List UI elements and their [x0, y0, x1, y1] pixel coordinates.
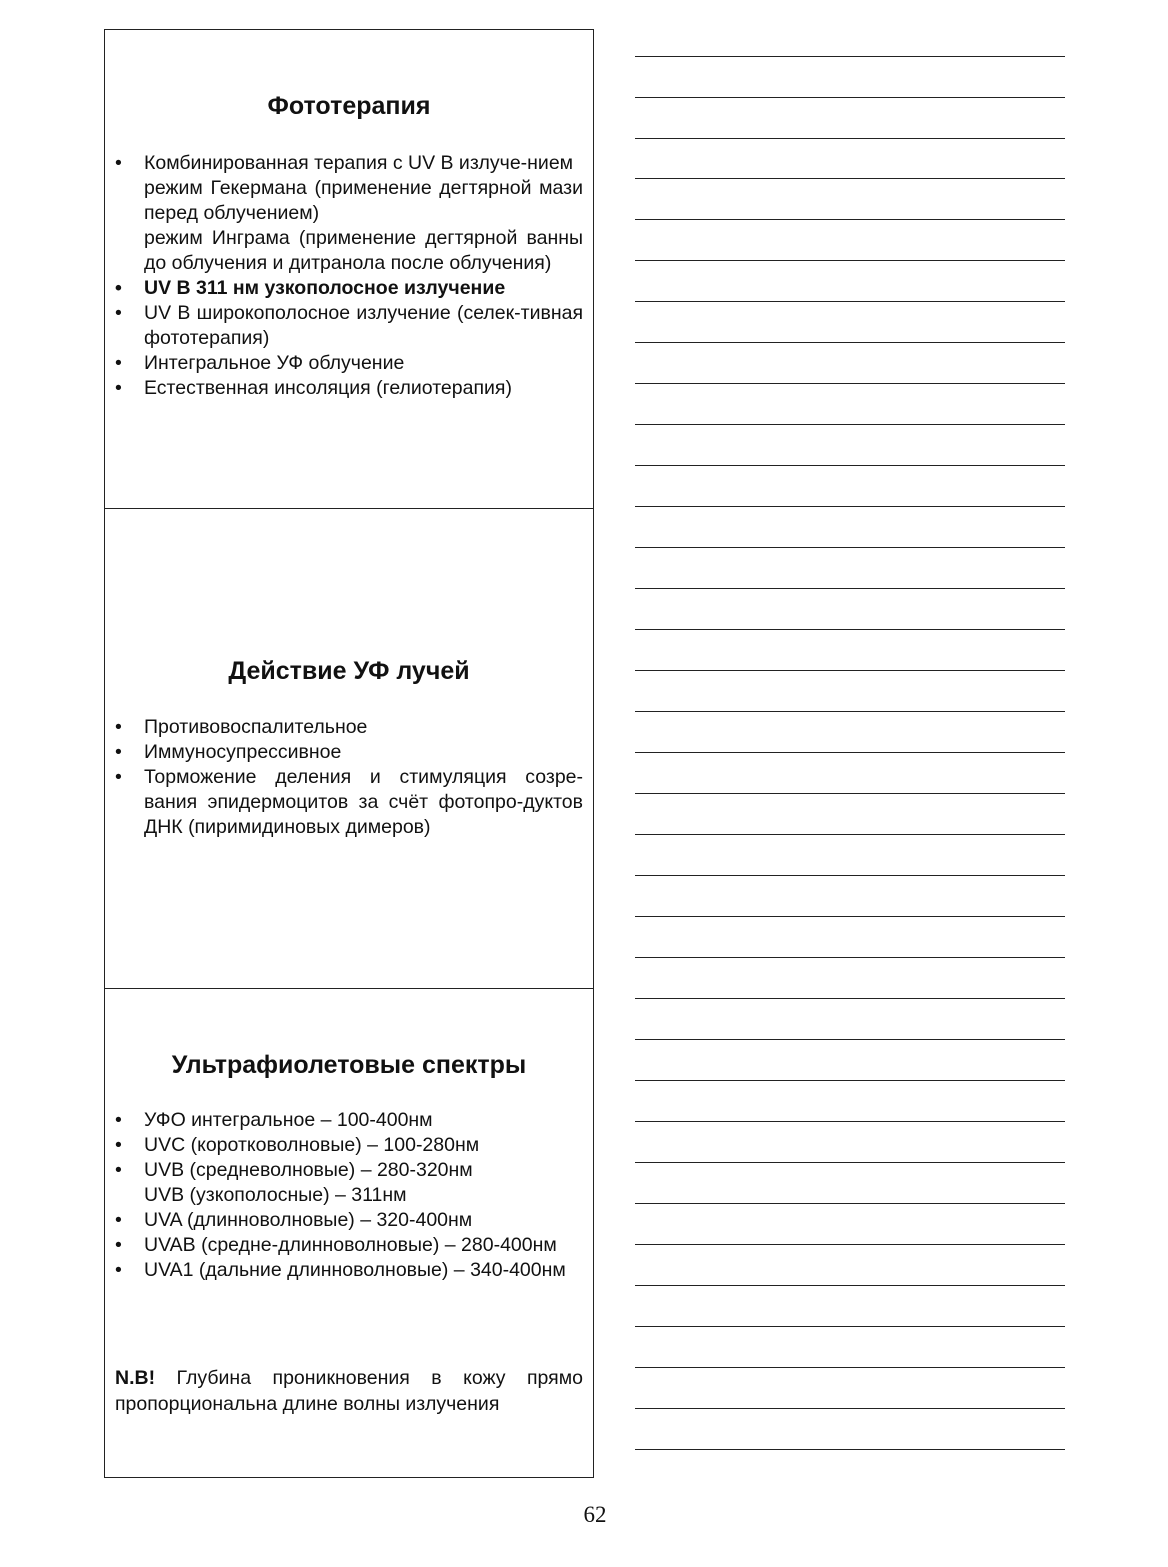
list-item-text: режим Инграма (применение дегтярной ванны до облучения и дитранола после облучения): [144, 227, 583, 274]
note-line: [635, 1408, 1065, 1409]
note-line: [635, 1080, 1065, 1081]
bullet-list: [115, 1108, 583, 1283]
bullet-icon: •: [115, 302, 122, 324]
list-item: [115, 765, 583, 840]
list-item: [115, 1208, 583, 1233]
bullet-icon: •: [115, 1234, 122, 1256]
bullet-list: [115, 715, 583, 840]
list-item: [115, 1108, 583, 1133]
note-line: [635, 424, 1065, 425]
list-item: [115, 301, 583, 351]
slide-heading: Фототерапия: [267, 92, 431, 120]
list-item: [115, 1158, 583, 1208]
list-item-text: UVAB (средне-длинноволновые) – 280-400нм: [144, 1234, 557, 1256]
bullet-icon: •: [115, 1109, 122, 1131]
nb-label: N.B!: [115, 1367, 156, 1389]
list-item-text: UV B 311 нм узкополосное излучение: [144, 277, 506, 299]
list-item: [115, 376, 583, 401]
nb-note: [115, 1365, 583, 1417]
note-line: [635, 383, 1065, 384]
note-line: [635, 1244, 1065, 1245]
note-line: [635, 301, 1065, 302]
note-line: [635, 178, 1065, 179]
bullet-icon: •: [115, 1259, 122, 1281]
note-line: [635, 752, 1065, 753]
bullet-icon: •: [115, 766, 122, 788]
note-line: [635, 588, 1065, 589]
note-line: [635, 1326, 1065, 1327]
list-item-text: УФО интегральное – 100-400нм: [144, 1109, 433, 1131]
list-item: [115, 715, 583, 740]
note-line: [635, 916, 1065, 917]
list-item-text: UVB (средневолновые) – 280-320нм: [144, 1159, 473, 1181]
list-item-text: UVC (коротковолновые) – 100-280нм: [144, 1134, 480, 1156]
note-line: [635, 1285, 1065, 1286]
slide-uv-spectra: [104, 988, 594, 1478]
bullet-icon: •: [115, 152, 122, 174]
bullet-icon: •: [115, 352, 122, 374]
list-item-text: UV B широкополосное излучение (селек-тивная фототерапия): [144, 302, 583, 349]
slide-heading: Действие УФ лучей: [228, 657, 470, 685]
list-item-text: UVA1 (дальние длинноволновые) – 340-400нм: [144, 1259, 566, 1281]
list-item-text: UVA (длинноволновые) – 320-400нм: [144, 1209, 473, 1231]
note-line: [635, 1367, 1065, 1368]
note-line: [635, 1162, 1065, 1163]
note-line: [635, 1039, 1065, 1040]
list-item-text: Торможение деления и стимуляция созре-вания эпидермоцитов за счёт фотопро-дуктов ДНК (пиримидиновых димеров): [144, 766, 583, 838]
note-line: [635, 957, 1065, 958]
list-item: [115, 1258, 583, 1283]
note-line: [635, 998, 1065, 999]
slide-uv-effects: [104, 508, 594, 988]
note-line: [635, 875, 1065, 876]
note-line: [635, 1121, 1065, 1122]
note-line: [635, 547, 1065, 548]
note-line: [635, 506, 1065, 507]
note-line: [635, 670, 1065, 671]
note-line: [635, 711, 1065, 712]
bullet-icon: •: [115, 377, 122, 399]
list-item-text: режим Гекермана (применение дегтярной мази перед облучением): [144, 177, 583, 224]
list-item-text: UVB (узкополосные) – 311нм: [144, 1184, 407, 1206]
nb-text: Глубина проникновения в кожу прямо пропорциональна длине волны излучения: [115, 1367, 583, 1415]
list-item: [115, 740, 583, 765]
bullet-icon: •: [115, 1159, 122, 1181]
note-line: [635, 138, 1065, 139]
list-item-text: Комбинированная терапия с UV B излуче-нием: [144, 152, 574, 174]
bullet-icon: •: [115, 1134, 122, 1156]
note-line: [635, 793, 1065, 794]
note-line: [635, 56, 1065, 57]
note-line: [635, 1203, 1065, 1204]
note-line: [635, 219, 1065, 220]
bullet-icon: •: [115, 716, 122, 738]
list-item-text: Иммуносупрессивное: [144, 741, 342, 763]
list-item: [115, 151, 583, 276]
list-item: [115, 276, 583, 301]
bullet-icon: •: [115, 741, 122, 763]
list-item: [115, 1233, 583, 1258]
note-line: [635, 465, 1065, 466]
bullet-list: [115, 151, 583, 401]
slide-phototherapy: [104, 29, 594, 508]
list-item-text: Интегральное УФ облучение: [144, 352, 405, 374]
note-line: [635, 260, 1065, 261]
note-line: [635, 97, 1065, 98]
list-item-text: Естественная инсоляция (гелиотерапия): [144, 377, 512, 399]
list-item: [115, 1133, 583, 1158]
page-number: 62: [583, 1502, 607, 1527]
list-item-text: Противовоспалительное: [144, 716, 368, 738]
note-line: [635, 1449, 1065, 1450]
slide-heading: Ультрафиолетовые спектры: [171, 1051, 527, 1079]
list-item: [115, 351, 583, 376]
bullet-icon: •: [115, 1209, 122, 1231]
note-line: [635, 629, 1065, 630]
note-line: [635, 342, 1065, 343]
note-line: [635, 834, 1065, 835]
bullet-icon: •: [115, 277, 122, 299]
